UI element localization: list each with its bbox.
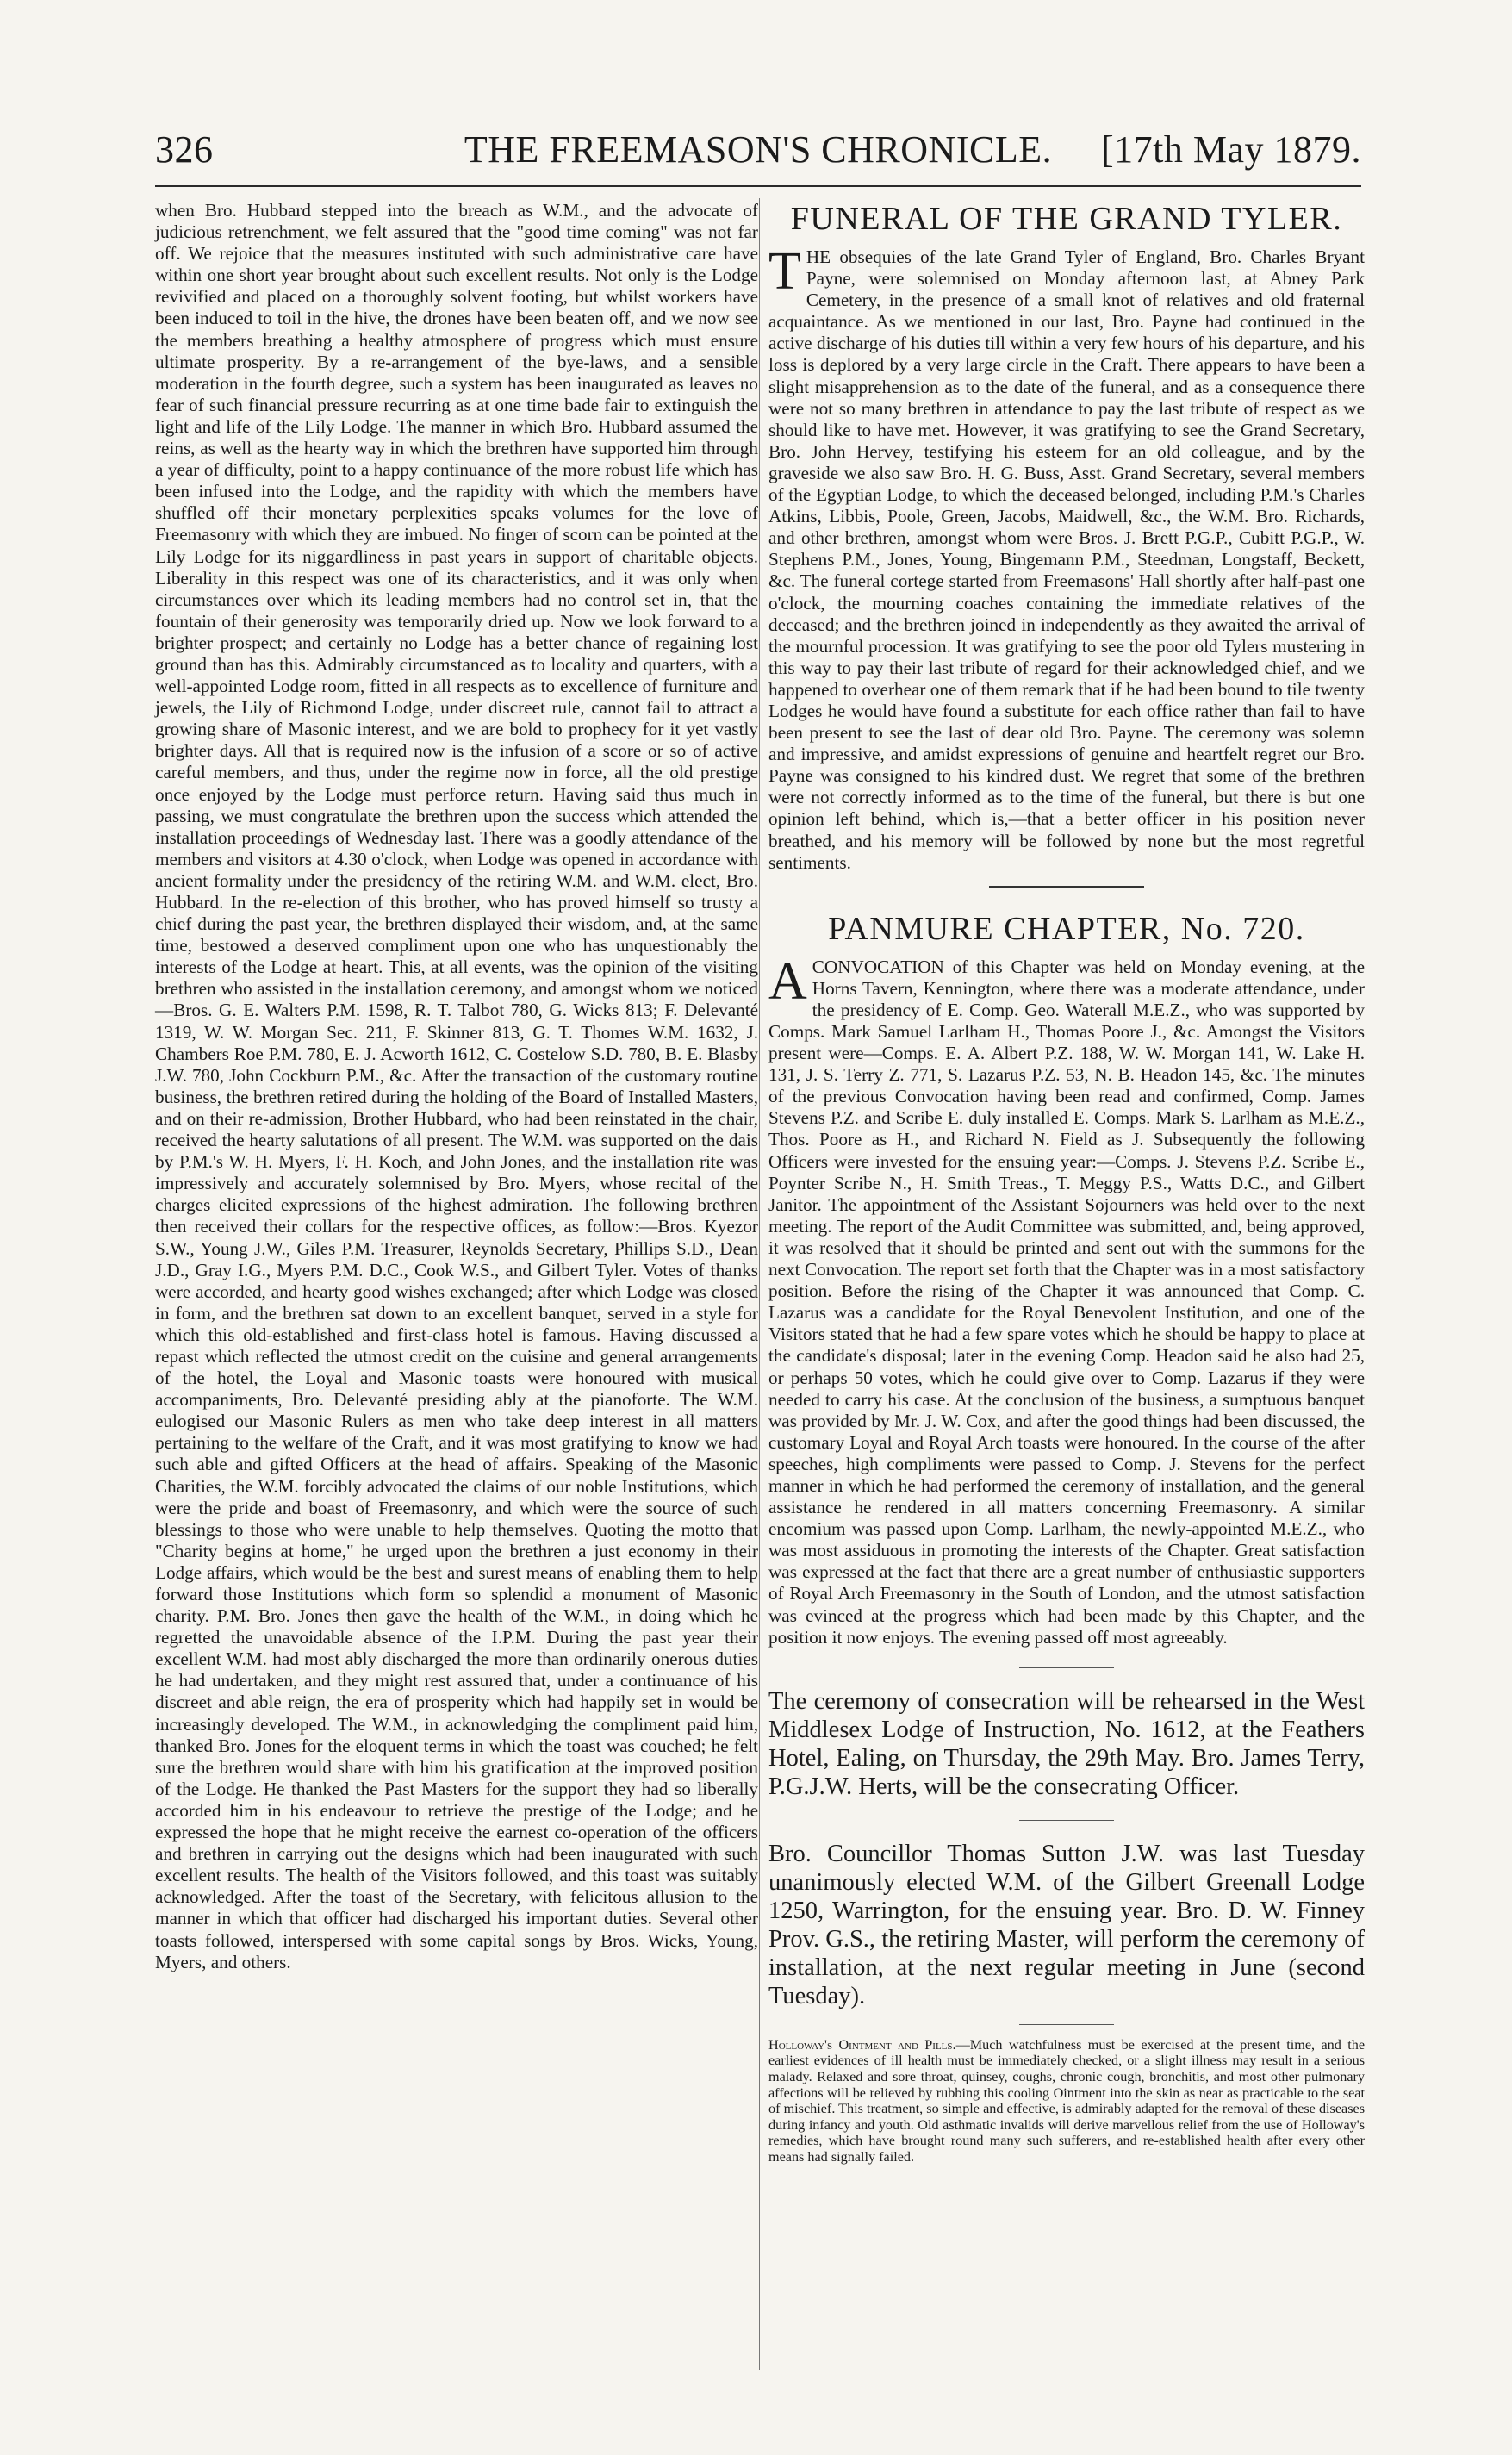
- page-header: [155, 128, 1361, 179]
- holloway-advert: [768, 2037, 1365, 2165]
- page-number: 326: [155, 128, 214, 171]
- consecration-notice: The ceremony of consecration will be rehearsed in the West Middlesex Lodge of Instruction, No. 1612, at the Feathers Hotel, Ealing, on Thursday, the 29th May. Bro. James Terry, P.G.J.W. Herts, will be the consecrating Officer.: [768, 1687, 1365, 1800]
- right-column: [768, 200, 1365, 2165]
- issue-date: [17th May 1879.: [1100, 128, 1361, 171]
- left-column: [155, 200, 758, 1973]
- panmure-article: [768, 951, 1365, 1648]
- funeral-text: HE obsequies of the late Grand Tyler of England, Bro. Charles Bryant Payne, were solemnised on Monday afternoon last, at Abney Park Cemetery, in the presence of a small knot of relatives and old fraternal acquaintance. As we mentioned in our last, Bro. Payne had continued in the active discharge of his duties till within a very few hours of his departure, and his loss is deplored by a very large circle in the Craft. There appears to have been a slight misapprehension as to the date of the funeral, and as a consequence there were not so many brethren in attendance to pay the last tribute of respect as we should like to have met. However, it was gratifying to see the Grand Secretary, Bro. John Hervey, testifying his esteem for an old colleague, and by the graveside we also saw Bro. H. G. Buss, Asst. Grand Secretary, several members of the Egyptian Lodge, to which the deceased belonged, including P.M.'s Charles Atkins, Libbis, Poole, Green, Jacobs, Maidwell, &c., the W.M. Bro. Richards, and other brethren, amongst whom were Bros. J. Brett P.G.P., Cubitt P.G.P., W. Stephens P.M., Jones, Young, Bingemann P.M., Steedman, Longstaff, Beckett, &c. The funeral cortege started from Freemasons' Hall shortly after half-past one o'clock, the mourning coaches containing the immediate relatives of the deceased; and the brethren joined in independently as they awaited the arrival of the mournful procession. It was gratifying to see the poor old Tylers mustering in this way to pay their last tribute of regard for their acknowledged chief, and we happened to overhear one of them remark that if he had been bound to tile twenty Lodges he would have found a substitute for each office rather than fail to have been present to see the last of dear old Bro. Payne. The ceremony was solemn and impressive, and amidst expressions of genuine and heartfelt regret our Bro. Payne was consigned to his kindred dust. We regret that some of the brethren were not correctly informed as to the time of the funeral, but there is but one opinion left behind, which is,—that a better officer in his position never breathed, and his memory will be followed by none but the most regretful sentiments.: [768, 246, 1365, 873]
- panmure-dropcap: A: [768, 951, 807, 1011]
- funeral-article: [768, 242, 1365, 874]
- panmure-title: PANMURE CHAPTER, No. 720.: [828, 910, 1305, 947]
- lily-lodge-article: when Bro. Hubbard stepped into the breach as W.M., and the advocate of judicious retrenchment, we felt assured that the "good time coming" was not far off. We rejoice that the measures instituted with such administrative care have within one short year brought about such excellent results. Not only is the Lodge revivified and placed on a thoroughly solvent footing, but whilst workers have been induced to toil in the hive, the drones have been beaten off, and we now see the members breathing a healthy atmosphere of progress which must ensure ultimate prosperity. By a re-arrangement of the bye-laws, and a sensible moderation in the fourth degree, such a system has been inaugurated as leaves no fear of such financial pressure recurring as at one time bade fair to extinguish the light and life of the Lily Lodge. The manner in which Bro. Hubbard assumed the reins, as well as the hearty way in which the brethren have supported him through a year of difficulty, point to a happy continuance of the more robust life which has been infused into the Lodge, and the rapidity with which the members have shuffled off their monetary perplexities speaks volumes for the love of Freemasonry with which they are imbued. No finger of scorn can be pointed at the Lily Lodge for its niggardliness in past years in support of charitable objects. Liberality in this respect was one of its characteristics, and it was only when circumstances over which its leading members had no control set in, that the fountain of their generosity was temporarily dried up. Now we look forward to a brighter prospect; and certainly no Lodge has a better chance of regaining lost ground than has this. Admirably circumstanced as to locality and quarters, with a well-appointed Lodge room, fitted in all respects as to excellence of furniture and jewels, the Lily of Richmond Lodge, under discreet rule, cannot fail to attract a growing share of Masonic interest, and we are bold to prophecy for it yet vastly brighter days. All that is required now is the infusion of a score or so of active careful members, and thus, under the regime now in force, all the old prestige once enjoyed by the Lodge must perforce return. Having said thus much in passing, we must congratulate the brethren upon the success which attended the installation proceedings of Wednesday last. There was a goodly attendance of the members and visitors at 4.30 o'clock, when Lodge was opened in accordance with ancient formality under the presidency of the retiring W.M. and W.M. elect, Bro. Hubbard. In the re-election of this brother, who has proved himself so trusty a chief during the past year, the brethren displayed their wisdom, and, at the same time, bestowed a deserved compliment upon one who has unquestionably the interests of the Lodge at heart. This, at all events, was the opinion of the visiting brethren who assisted in the installation ceremony, and amongst whom we noticed—Bros. G. E. Walters P.M. 1598, R. T. Talbot 780, G. Wicks 813; F. Delevanté 1319, W. W. Morgan Sec. 211, F. Skinner 813, G. T. Thomes W.M. 1632, J. Chambers Roe P.M. 780, E. J. Acworth 1612, C. Costelow S.D. 780, B. E. Blasby J.W. 780, John Cockburn P.M., &c. After the transaction of the customary routine business, the brethren retired during the holding of the Board of Installed Masters, and on their re-admission, Brother Hubbard, who had been reinstated in the chair, received the hearty salutations of all present. The W.M. was supported on the dais by P.M.'s W. H. Myers, F. H. Koch, and John Jones, and the installation rite was impressively and accurately solemnised by Bro. Myers, whose recital of the charges elicited expressions of the highest admiration. The following brethren then received their collars for the respective offices, as follow:—Bros. Kyezor S.W., Young J.W., Giles P.M. Treasurer, Reynolds Secretary, Phillips S.D., Dean J.D., Gray I.G., Myers P.M. D.C., Cook W.S., and Gilbert Tyler. Votes of thanks were accorded, and hearty good wishes exchanged; after which Lodge was closed in form, and the brethren sat down to an excellent banquet, served in a style for which this old-established and first-class hotel is famous. Having discussed a repast which reflected the utmost credit on the cuisine and general arrangements of the hotel, the Loyal and Masonic toasts were honoured with musical accompaniments, Bro. Delevanté presiding ably at the pianoforte. The W.M. eulogised our Masonic Rulers as men who take deep interest in all matters pertaining to the welfare of the Craft, and it was most gratifying to know we had such able and gifted Officers at the head of affairs. Speaking of the Masonic Charities, the W.M. forcibly advocated the claims of our noble Institutions, which were the pride and boast of Freemasonry, and which were the source of such blessings to those who were unable to help themselves. Quoting the motto that "Charity begins at home," he urged upon the brethren a just economy in their Lodge affairs, which would be the best and surest means of enabling them to help forward those Institutions which form so splendid a monument of Masonic charity. P.M. Bro. Jones then gave the health of the W.M., in doing which he regretted the unavoidable absence of the I.P.M. During the past year their excellent W.M. had most ably discharged the more than ordinarily onerous duties he had undertaken, and they might rest assured that, under a continuance of his discreet and able reign, the era of prosperity which had happily set in would be increasingly developed. The W.M., in acknowledging the compliment paid him, thanked Bro. Jones for the eloquent terms in which the toast was couched; he felt sure the brethren would share with him his gratification at the improved position of the Lodge. He thanked the Past Masters for the support they had so liberally accorded him in his endeavour to retrieve the prestige of the Lodge; and he expressed the hope that he might receive the earnest co-operation of the officers and brethren in carrying out the designs which had been inaugurated with such excellent results. The health of the Visitors followed, and this toast was suitably acknowledged. After the toast of the Secretary, with felicitous allusion to the manner in which that officer had discharged his important duties. Several other toasts followed, interspersed with some capital songs by Bros. Wicks, Young, Myers, and others.: [155, 200, 758, 1972]
- column-divider: [759, 198, 760, 2370]
- section-divider: [1019, 1820, 1114, 1821]
- section-divider: [1019, 2024, 1114, 2025]
- section-divider: [989, 886, 1144, 888]
- funeral-title: FUNERAL OF THE GRAND TYLER.: [790, 201, 1343, 237]
- panmure-text: CONVOCATION of this Chapter was held on Monday evening, at the Horns Tavern, Kennington, where there was a moderate attendance, under the presidency of E. Comp. Geo. Waterall M.E.Z., who was supported by Comps. Mark Samuel Larlham H., Thomas Poore J., &c. Amongst the Visitors present were—Comps. E. A. Albert P.Z. 188, W. W. Morgan 141, W. Lake H. 131, J. S. Terry Z. 771, S. Lazarus P.Z. 53, N. B. Headon 145, &c. The minutes of the previous Convocation having been read and confirmed, Comp. James Stevens P.Z. and Scribe E. duly installed E. Comps. Mark S. Larlham as M.E.Z., Thos. Poore as H., and Richard N. Field as J. Subsequently the following Officers were invested for the ensuing year:—Comps. J. Stevens P.Z. Scribe E., Poynter Scribe N., H. Smith Treas., T. Meggy P.S., Watts D.C., and Gilbert Janitor. The appointment of the Assistant Sojourners was held over to the next meeting. The report of the Audit Committee was submitted, and, being approved, it was resolved that it should be printed and sent out with the summons for the next Convocation. The report set forth that the Chapter was in a most satisfactory position. Before the rising of the Chapter it was announced that Comp. C. Lazarus was a candidate for the Royal Benevolent Institution, and one of the Visitors stated that he had a few spare votes which he should be happy to place at the candidate's disposal; later in the evening Comp. Headon said he also had 25, or perhaps 50 votes, which he could give over to Comp. Lazarus if they were needed to carry his case. At the conclusion of the business, a sumptuous banquet was provided by Mr. J. W. Cox, and after the good things had been discussed, the customary Loyal and Royal Arch toasts were honoured. In the course of the after speeches, high compliments were passed to Comp. J. Stevens for the perfect manner in which he had performed the ceremony of installation, and the general assistance he rendered in all matters concerning Freemasonry. A similar encomium was passed upon Comp. Larlham, the newly-appointed M.E.Z., who was most assiduous in promoting the interests of the Chapter. Great satisfaction was expressed at the fact that there are a great number of enthusiastic supporters of Royal Arch Freemasonry in the South of London, and the utmost satisfaction was evinced at the progress which had been made by this Chapter, and the position it now enjoys. The evening passed off most agreeably.: [768, 956, 1365, 1648]
- advert-lead: Holloway's Ointment and Pills.: [768, 2036, 956, 2053]
- publication-title: THE FREEMASON'S CHRONICLE.: [464, 128, 1053, 171]
- advert-text: —Much watchfulness must be exercised at the present time, and the earliest evidences of ill health must be immediately checked, or a slight illness may result in a serious malady. Relaxed and sore throat, quinsey, coughs, chronic cough, bronchitis, and most other pulmonary affections will be relieved by rubbing this cooling Ointment into the skin as near as practicable to the seat of mischief. This treatment, so simple and effective, is admirably adapted for the removal of these diseases during infancy and youth. Old asthmatic invalids will derive marvellous relief from the use of Holloway's remedies, which have brought round many such sufferers, and re-established health after every other means had signally failed.: [768, 2036, 1365, 2165]
- funeral-dropcap: T: [768, 242, 801, 301]
- section-divider: [1019, 1667, 1114, 1668]
- header-rule: [155, 185, 1361, 187]
- election-notice: Bro. Councillor Thomas Sutton J.W. was last Tuesday unanimously elected W.M. of the Gilbert Greenall Lodge 1250, Warrington, for the ensuing year. Bro. D. W. Finney Prov. G.S., the retiring Master, will perform the ceremony of installation, at the next regular meeting in June (second Tuesday).: [768, 1840, 1365, 2009]
